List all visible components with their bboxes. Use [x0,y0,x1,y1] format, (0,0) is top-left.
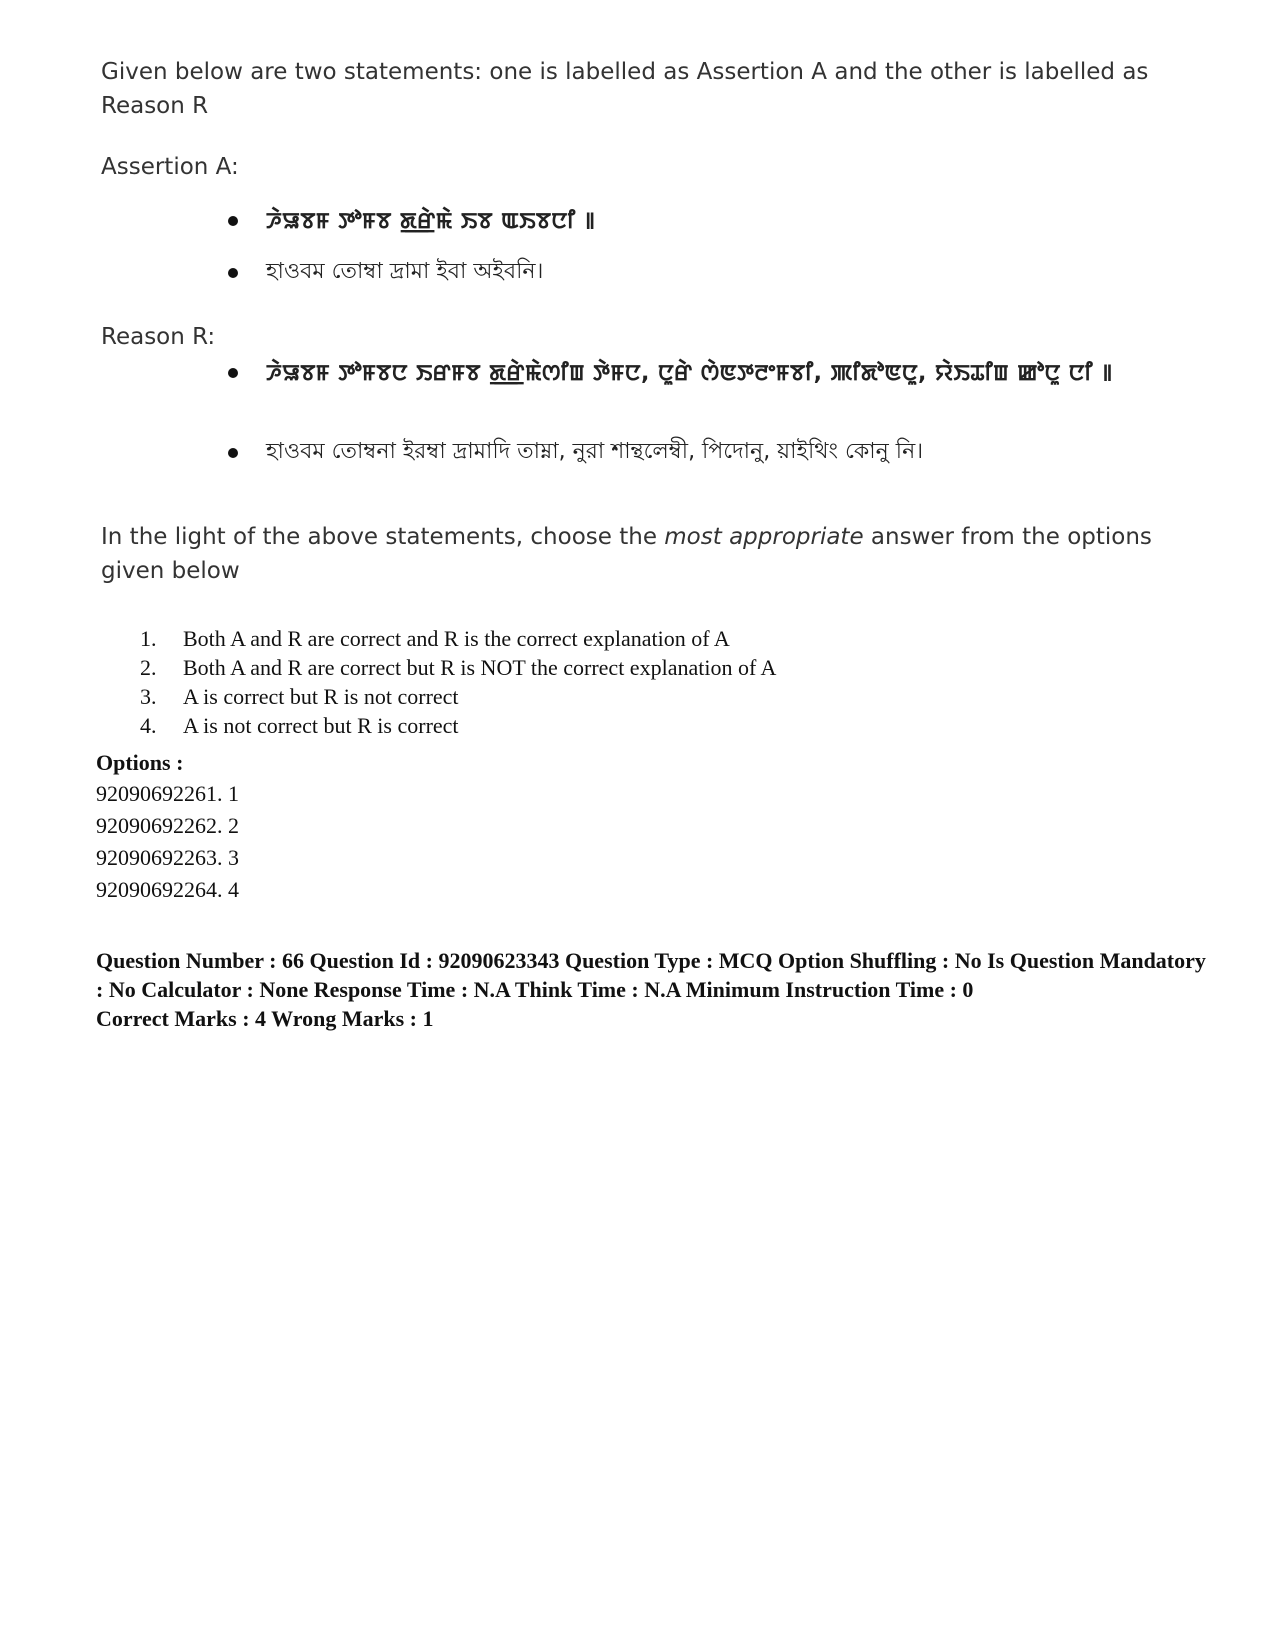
answer-choices-list [140,624,776,740]
answer-choice [140,624,776,653]
choice-text: A is correct but R is not correct [183,684,459,709]
option-id: 92090692264. 4 [96,877,239,902]
assertion-bullet-meitei [228,205,595,236]
answer-choice [140,711,776,740]
option-id: 92090692261. 1 [96,781,239,806]
reason-bullet-bengali [228,434,923,471]
assertion-bengali-text: হাওবম তোম্বা দ্রামা ইবা অইবনি। [266,259,544,284]
reason-bullet-meitei [228,357,1113,388]
reason-meitei-text: ꯍꯥꯎꯕꯝ ꯇꯣꯝꯕꯅ ꯏꯔꯝꯕ ꯗ꯭ꯔꯥꯃꯥꯁꯤꯡ ꯇꯥꯝꯅ, ꯅꯨꯔꯥ ꯁꯥꯟꯇꯂꯦꯝꯕꯤ, ꯄꯤꯗꯣꯟꯅꯨ, ꯌꯥꯏꯊꯤꯡ ꯀꯣꯅꯨ ꯅꯤ ꯫ [266,361,1113,386]
choice-number: 2. [140,655,157,680]
choice-number: 3. [140,684,157,709]
intro-paragraph: Given below are two statements: one is labelled as Assertion A and the other is labelled as Reason R [101,59,1149,119]
option-id: 92090692262. 2 [96,813,239,838]
assertion-bullet-bengali [228,254,543,291]
choice-text: A is not correct but R is correct [183,713,459,738]
marks-text: Correct Marks : 4 Wrong Marks : 1 [96,1006,434,1031]
choice-text: Both A and R are correct and R is the correct explanation of A [183,626,730,651]
metadata-text: Question Number : 66 Question Id : 92090623343 Question Type : MCQ Option Shuffling : No Is Question Mandatory : No Calculator : None Response Time : N.A Think Time : N.A Minimum Instruction Time : 0 [96,948,1206,1002]
choice-text: Both A and R are correct but R is NOT the correct explanation of A [183,655,777,680]
question-metadata [96,946,1216,1033]
bullet-icon [228,268,238,278]
reason-bengali-text: হাওবম তোম্বনা ইরম্বা দ্রামাদি তাম্না, নুরা শান্থলেম্বী, পিদোনু, য়াইথিং কোনু নি। [266,439,924,464]
option-ids-list [96,778,239,906]
choice-number: 1. [140,626,157,651]
option-id: 92090692263. 3 [96,845,239,870]
choice-number: 4. [140,713,157,738]
assertion-label: Assertion A: [101,154,239,180]
bullet-icon [228,448,238,458]
answer-choice [140,653,776,682]
question-emphasis: most appropriate [664,524,864,550]
options-heading: Options : [96,750,184,775]
reason-label: Reason R: [101,324,216,350]
assertion-meitei-text: ꯍꯥꯎꯕꯝ ꯇꯣꯝꯕ ꯗ꯭ꯔꯥꯃꯥ ꯏꯕ ꯑꯏꯕꯅꯤ ꯫ [266,209,596,234]
question-text-end: answer from the options given below [101,524,1152,584]
bullet-icon [228,368,238,378]
question-text-start: In the light of the above statements, choose the [101,524,665,550]
answer-choice [140,682,776,711]
bullet-icon [228,216,238,226]
question-prompt [101,520,1211,588]
